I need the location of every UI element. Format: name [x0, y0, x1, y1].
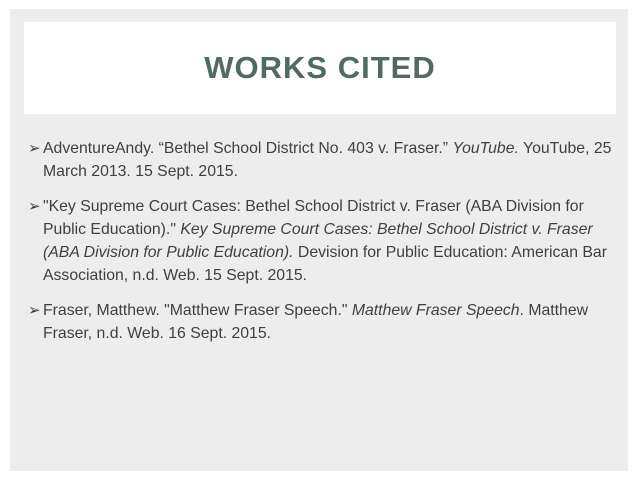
citation-entry — [28, 299, 618, 345]
citation-text: "Key Supreme Court Cases: Bethel School District v. Fraser (ABA Division for Public Education)." — [43, 198, 584, 238]
title-box — [24, 22, 616, 114]
citation-text: Fraser, Matthew. "Matthew Fraser Speech." — [43, 302, 352, 319]
citation-italic-text: Key Supreme Court Cases: Bethel School District v. Fraser (ABA Division for Public Education). — [43, 221, 593, 261]
slide-title: WORKS CITED — [204, 50, 436, 85]
arrowhead-bullet-icon: ➢ — [28, 140, 41, 157]
works-cited-list — [28, 137, 618, 357]
citation-entry — [28, 137, 618, 183]
citation-italic-text: Matthew Fraser Speech — [351, 302, 520, 319]
slide — [10, 9, 628, 471]
citation-text: . Matthew Fraser, n.d. Web. 16 Sept. 2015. — [43, 302, 589, 342]
citation-italic-text: YouTube. — [452, 140, 519, 157]
citation-text: Devision for Public Education: American Bar Association, n.d. Web. 15 Sept. 2015. — [43, 244, 607, 284]
citation-text: AdventureAndy. “Bethel School District No. 403 v. Fraser.” — [43, 140, 453, 157]
citation-entry — [28, 195, 618, 287]
arrowhead-bullet-icon: ➢ — [28, 198, 41, 215]
citation-text: YouTube, 25 March 2013. 15 Sept. 2015. — [43, 140, 612, 180]
arrowhead-bullet-icon: ➢ — [28, 302, 41, 319]
